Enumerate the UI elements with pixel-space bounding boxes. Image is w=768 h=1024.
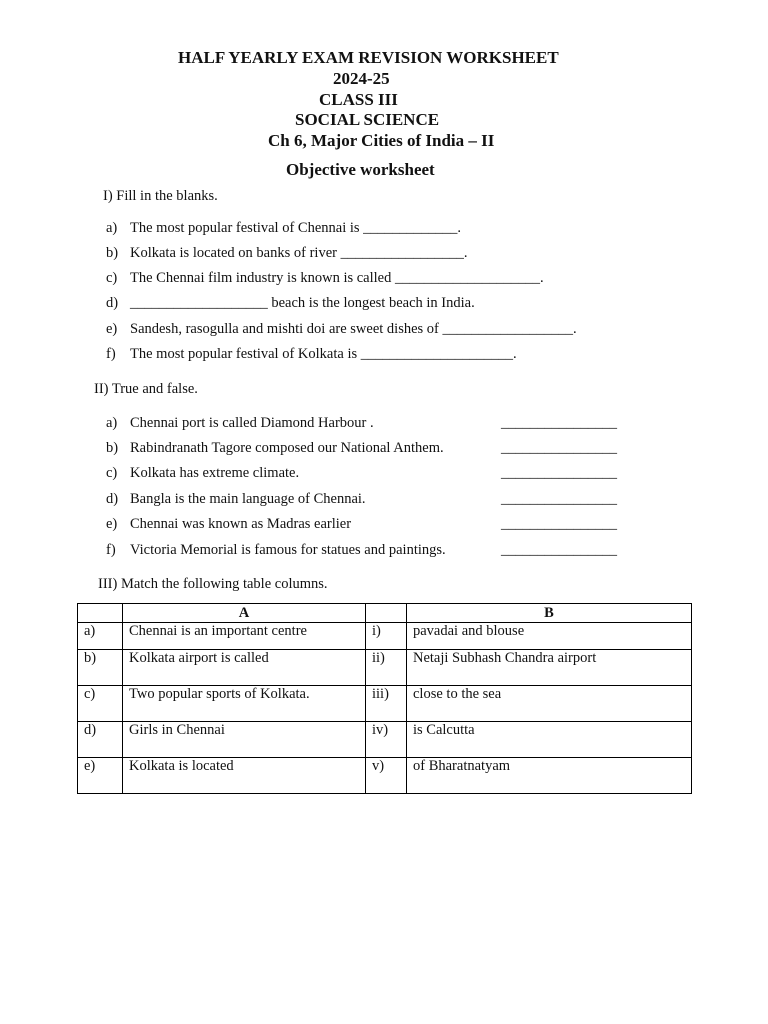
item-text: The most popular festival of Chennai is _____________. — [130, 220, 462, 236]
item-text: Kolkata has extreme climate. — [130, 465, 300, 481]
item-text: ___________________ beach is the longest beach in India. — [130, 295, 475, 311]
header-cell — [78, 604, 123, 623]
column-a-cell: Kolkata is located — [123, 758, 366, 794]
match-table — [77, 603, 692, 794]
worksheet-subtitle: Objective worksheet — [286, 160, 435, 179]
item-letter: f) — [106, 542, 116, 558]
item-letter: c) — [106, 270, 118, 286]
table-row — [78, 758, 692, 794]
item-text: The most popular festival of Kolkata is _____________________. — [130, 346, 517, 362]
column-b-cell: of Bharatnatyam — [407, 758, 692, 794]
row-letter: c) — [78, 686, 123, 722]
fill-blanks-heading: I) Fill in the blanks. — [103, 188, 218, 204]
row-letter: a) — [78, 623, 123, 650]
item-text: Kolkata is located on banks of river _________________. — [130, 245, 468, 261]
table-row — [78, 650, 692, 686]
item-text: Chennai port is called Diamond Harbour . — [130, 415, 374, 431]
answer-blank: ________________ — [501, 542, 617, 558]
table-row — [78, 623, 692, 650]
row-numeral: ii) — [366, 650, 407, 686]
table-row — [78, 722, 692, 758]
answer-blank: ________________ — [501, 415, 617, 431]
column-b-header: B — [407, 604, 692, 623]
item-letter: d) — [106, 295, 119, 311]
item-letter: e) — [106, 516, 118, 532]
item-letter: b) — [106, 245, 119, 261]
item-text: Rabindranath Tagore composed our National Anthem. — [130, 440, 444, 456]
column-b-cell: is Calcutta — [407, 722, 692, 758]
worksheet-title: HALF YEARLY EXAM REVISION WORKSHEET — [178, 48, 559, 67]
row-numeral: iii) — [366, 686, 407, 722]
answer-blank: ________________ — [501, 465, 617, 481]
header-cell — [366, 604, 407, 623]
column-a-header: A — [123, 604, 366, 623]
row-letter: b) — [78, 650, 123, 686]
true-false-heading: II) True and false. — [94, 381, 198, 397]
item-letter: d) — [106, 491, 119, 507]
column-b-cell: Netaji Subhash Chandra airport — [407, 650, 692, 686]
item-text: Victoria Memorial is famous for statues and paintings. — [130, 542, 446, 558]
column-a-cell: Kolkata airport is called — [123, 650, 366, 686]
answer-blank: ________________ — [501, 491, 617, 507]
table-row — [78, 686, 692, 722]
item-letter: e) — [106, 321, 118, 337]
row-numeral: iv) — [366, 722, 407, 758]
row-numeral: i) — [366, 623, 407, 650]
row-letter: d) — [78, 722, 123, 758]
class-label: CLASS III — [319, 90, 398, 109]
column-b-cell: pavadai and blouse — [407, 623, 692, 650]
academic-year: 2024-25 — [333, 69, 390, 88]
item-letter: a) — [106, 415, 118, 431]
item-letter: a) — [106, 220, 118, 236]
row-numeral: v) — [366, 758, 407, 794]
chapter-title: Ch 6, Major Cities of India – II — [268, 131, 495, 150]
item-text: Chennai was known as Madras earlier — [130, 516, 352, 532]
item-text: The Chennai film industry is known is called ____________________. — [130, 270, 544, 286]
column-a-cell: Girls in Chennai — [123, 722, 366, 758]
table-header-row — [78, 604, 692, 623]
answer-blank: ________________ — [501, 440, 617, 456]
item-text: Sandesh, rasogulla and mishti doi are sweet dishes of __________________. — [130, 321, 577, 337]
item-letter: c) — [106, 465, 118, 481]
item-letter: b) — [106, 440, 119, 456]
item-letter: f) — [106, 346, 116, 362]
match-heading: III) Match the following table columns. — [98, 576, 328, 592]
answer-blank: ________________ — [501, 516, 617, 532]
column-a-cell: Two popular sports of Kolkata. — [123, 686, 366, 722]
column-b-cell: close to the sea — [407, 686, 692, 722]
subject-label: SOCIAL SCIENCE — [295, 110, 440, 129]
column-a-cell: Chennai is an important centre — [123, 623, 366, 650]
item-text: Bangla is the main language of Chennai. — [130, 491, 366, 507]
row-letter: e) — [78, 758, 123, 794]
